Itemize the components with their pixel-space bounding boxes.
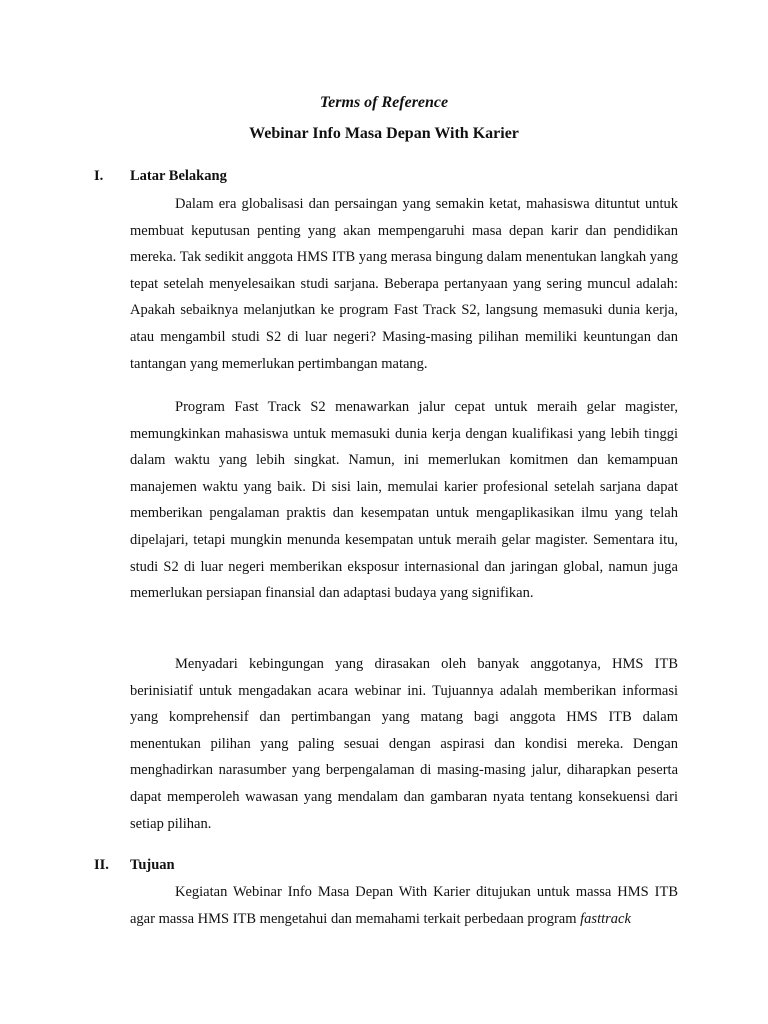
- section-number: I.: [94, 168, 104, 184]
- document-subtitle: Terms of Reference: [319, 94, 449, 111]
- paragraph-latar-belakang-3: Menyadari kebingungan yang dirasakan oleh banyak anggotanya, HMS ITB berinisiatif untuk mengadakan acara webinar ini. Tujuannya adalah memberikan informasi yang komprehensif dan pertimbangan yang matang bagi anggota HMS ITB dalam menentukan pilihan yang paling sesuai dengan aspirasi dan kondisi mereka. Dengan menghadirkan narasumber yang berpengalaman di masing-masing jalur, diharapkan peserta dapat memperoleh wawasan yang mendalam dan gambaran nyata tentang konsekuensi dari setiap pilihan.: [130, 656, 678, 832]
- paragraph-latar-belakang-2: Program Fast Track S2 menawarkan jalur cepat untuk meraih gelar magister, memungkinkan mahasiswa untuk memasuki dunia kerja dengan kualifikasi yang lebih tinggi dalam waktu yang lebih singkat. Namun, ini memerlukan komitmen dan kemampuan manajemen waktu yang baik. Di sisi lain, memulai karier profesional setelah sarjana dapat memberikan pengalaman praktis dan kesempatan untuk mengaplikasikan ilmu yang telah dipelajari, tetapi mungkin menunda kesempatan untuk meraih gelar magister. Sementara itu, studi S2 di luar negeri memberikan eksposur internasional dan jaringan global, namun juga memerlukan persiapan finansial dan adaptasi budaya yang signifikan.: [130, 399, 678, 602]
- section-heading-tujuan: [94, 857, 175, 874]
- italic-term: fasttrack: [580, 910, 631, 927]
- paragraph-text: Kegiatan Webinar Info Masa Depan With Karier ditujukan untuk massa HMS ITB agar massa HMS ITB mengetahui dan memahami terkait perbedaan program: [130, 884, 678, 927]
- section-title: Tujuan: [130, 857, 175, 873]
- paragraph-latar-belakang-1: Dalam era globalisasi dan persaingan yang semakin ketat, mahasiswa dituntut untuk membuat keputusan penting yang akan mempengaruhi masa depan karir dan pendidikan mereka. Tak sedikit anggota HMS ITB yang merasa bingung dalam menentukan langkah yang tepat setelah menyelesaikan studi sarjana. Beberapa pertanyaan yang sering muncul adalah: Apakah sebaiknya melanjutkan ke program Fast Track S2, langsung memasuki dunia kerja, atau mengambil studi S2 di luar negeri? Masing-masing pilihan memiliki keuntungan dan tantangan yang memerlukan pertimbangan matang.: [130, 196, 678, 372]
- section-heading-latar-belakang: [94, 168, 227, 185]
- section-number: II.: [94, 857, 109, 873]
- paragraph-tujuan-1: [130, 879, 678, 932]
- section-title: Latar Belakang: [130, 168, 227, 184]
- document-title: Webinar Info Masa Depan With Karier: [249, 125, 519, 142]
